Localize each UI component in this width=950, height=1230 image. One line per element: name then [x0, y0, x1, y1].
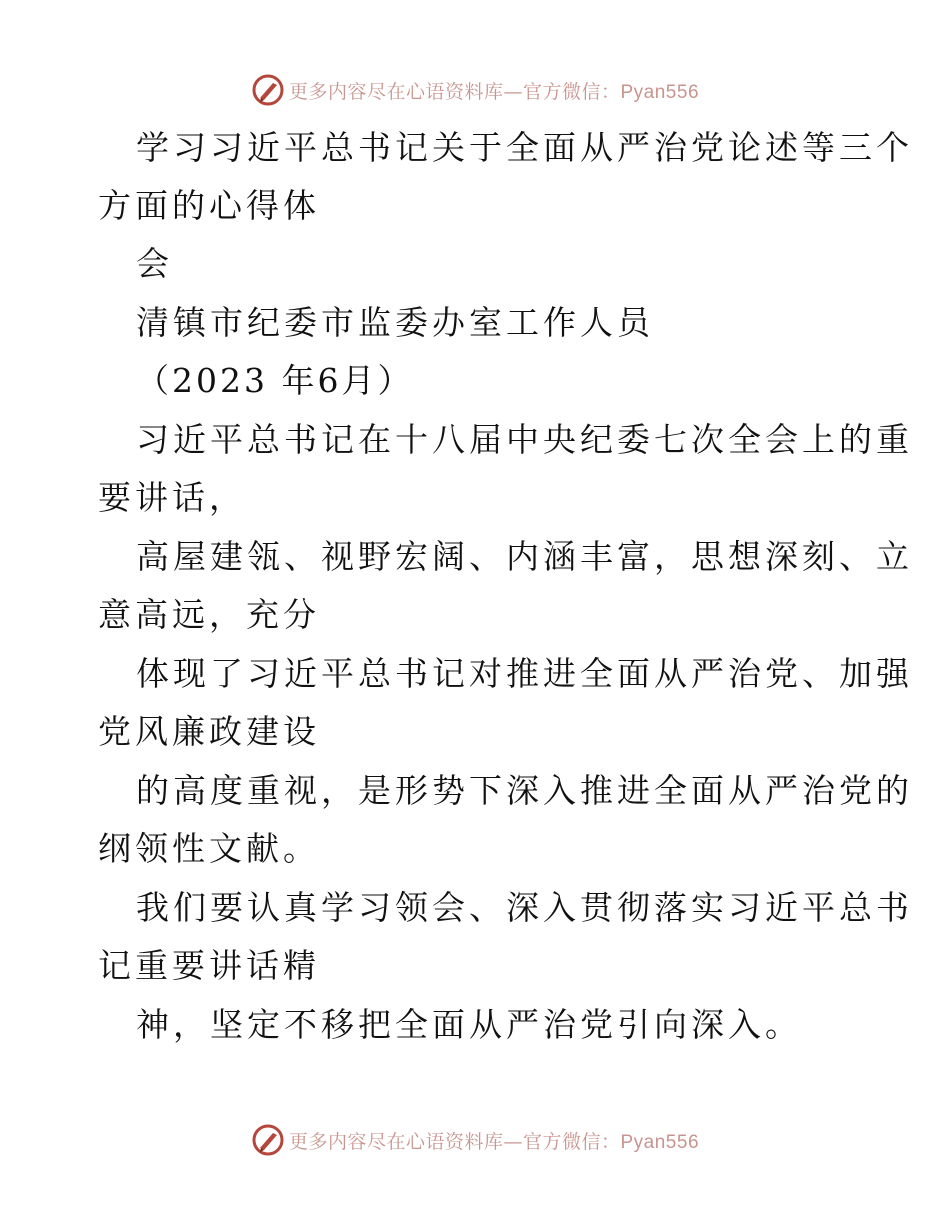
feather-pen-logo-icon: [251, 73, 285, 107]
paragraph-line: 要讲话，: [98, 478, 246, 517]
paragraph-line: 高屋建瓴、视野宏阔、内涵丰富，思想深刻、立: [136, 537, 913, 576]
paragraph-line: 神，坚定不移把全面从严治党引向深入。: [136, 1005, 802, 1044]
paragraph-line: 习近平总书记在十八届中央纪委七次全会上的重: [136, 420, 913, 459]
footer-watermark: [0, 1120, 950, 1160]
document-title-line-2: 方面的心得体: [98, 186, 320, 225]
paragraph-line: 纲领性文献。: [98, 829, 320, 868]
watermark-text: 更多内容尽在心语资料库—官方微信：Pyan556: [288, 1130, 700, 1153]
paragraph-line: 党风廉政建设: [98, 712, 320, 751]
paragraph-line: 记重要讲话精: [98, 946, 320, 985]
document-date: （2023 年6月）: [136, 361, 414, 400]
document-title-line-1: 学习习近平总书记关于全面从严治党论述等三个: [136, 128, 913, 167]
paragraph-line: 的高度重视，是形势下深入推进全面从严治党的: [136, 771, 913, 810]
feather-pen-logo-icon: [251, 1123, 285, 1157]
watermark-text: 更多内容尽在心语资料库—官方微信：Pyan556: [288, 80, 700, 103]
paragraph-line: 我们要认真学习领会、深入贯彻落实习近平总书: [136, 888, 913, 927]
header-watermark: [0, 70, 950, 110]
document-title-line-3: 会: [136, 244, 173, 283]
paragraph-line: 意高远，充分: [98, 595, 320, 634]
paragraph-line: 体现了习近平总书记对推进全面从严治党、加强: [136, 654, 913, 693]
document-author: 清镇市纪委市监委办室工作人员: [136, 303, 654, 342]
